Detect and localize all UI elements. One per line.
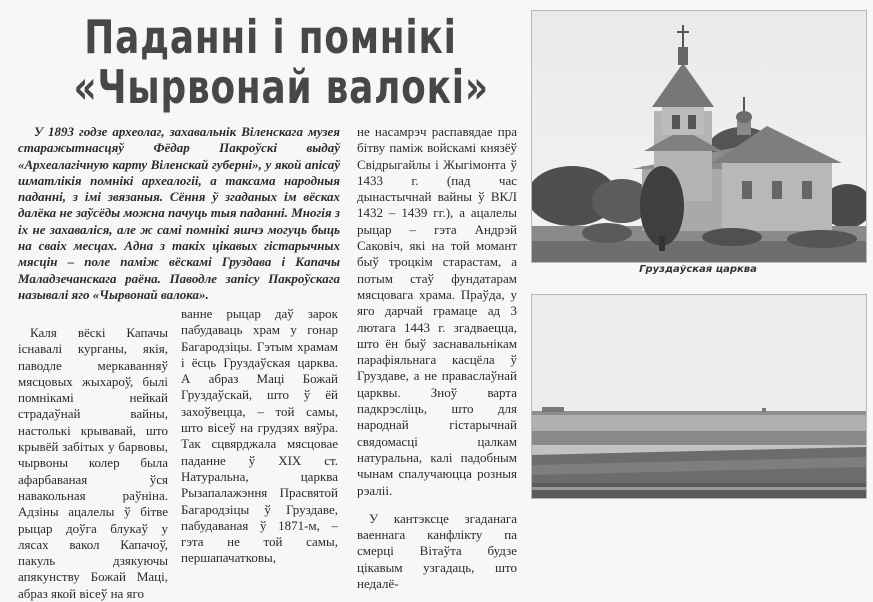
column-1-text: Каля вёскі Капачы існавалі курганы, якія, паводле меркаванняў мясцовых жыхароў, былі помнікамі нейкай стрaдаўнай вайны, настолькі крывавай, што крывёй забітых у барвовы, чырвоны колер была афарбаваная ўся навакольная раўніна. Адзіны ацалелы ў бітве рыцар доўга блукаў у лясах вакол Капачоў, пакуль дзякуючы апякунству Божай Маці, абраз якой вісеў на яго	[18, 325, 168, 601]
field-photo	[531, 294, 867, 499]
column-2-text: ванне рыцар даў зарок пабудаваць храм у гонар Багародзіцы. Гэтым храмам і ёсць Груздаўская царква. А абраз Маці Божай Груздаўскай, што ў ёй захоўвецца, – той самы, што вісеў на грудзях вяўра. Так сцвярджала мясцовае паданне ў ХІХ ст. Натуральна, царква Рызапалажэння Прасвятой Багародзіцы ў Груздаве, пабудаваная ў 1871-м, – гэта не той самы, першапачатковы,	[181, 306, 338, 566]
headline-line-1: Паданні і помнікі	[84, 10, 457, 64]
church-photo	[531, 10, 867, 263]
article-headline	[73, 10, 489, 114]
text-column-2	[181, 306, 338, 567]
headline-line-2: «Чырвонай валокі»	[73, 60, 489, 114]
column-3-paragraph-2: У кантэксце згаданага ваеннага канфлікту па смерці Вітаўта будзе цікавым узгадаць, што недалё-	[357, 510, 517, 592]
lead-paragraph: У 1893 годзе археолаг, захавальнік Віленскага музея старажытнасцяў Фёдар Пакроўскі выдаў «Археалагічную карту Віленскай губерні», у якой апісаў шматлікія помнікі археалогіі, а таксама народныя паданні, з імі звязаныя. Сёння ў згаданых ім вёсках далёка не заўсёды можна пачуць тыя паданні. Многія з іх не захаваліся, але ж самі помнікі яшчэ могуць быць на сваіх месцах. Адна з такіх цікавых гістарычных мясцін – поле паміж вёскамі Груздава і Капачы Маладзечанскага раёна. Паводле запісу Пакроўскага называлі яго «Чырвонай валока».	[18, 124, 340, 302]
column-3-paragraph-1: не насамрэч распавядае пра бітву паміж войскамі князёў Свідрыгайлы і Жыгімонта ў 1433 г. (пад час дынастычнай вайны ў ВКЛ 1432 – 1439 гг.), а ацалелы рыцар – гэта Андрэй Саковіч, які на той момант быў троцкім старастам, а потым стаў фундатарам мясцовага храма. Праўда, у яго дарчай грамаце ад 3 лютага 1443 г. згадваецца, што ён быў заснавальнікам парафіяльнага касцёла ў Груздаве, а не праваслаўнай царквы. Зноў варта падкрэсліць, што для народнай гістарычнай свядомасці цалкам натуральна, калі падобным чынам спалучаюцца розныя рэаліі.	[357, 124, 517, 498]
text-column-3	[357, 124, 517, 592]
photo-caption: Груздаўская царква	[639, 264, 757, 275]
text-column-1	[18, 325, 168, 602]
article-lead	[18, 124, 340, 303]
